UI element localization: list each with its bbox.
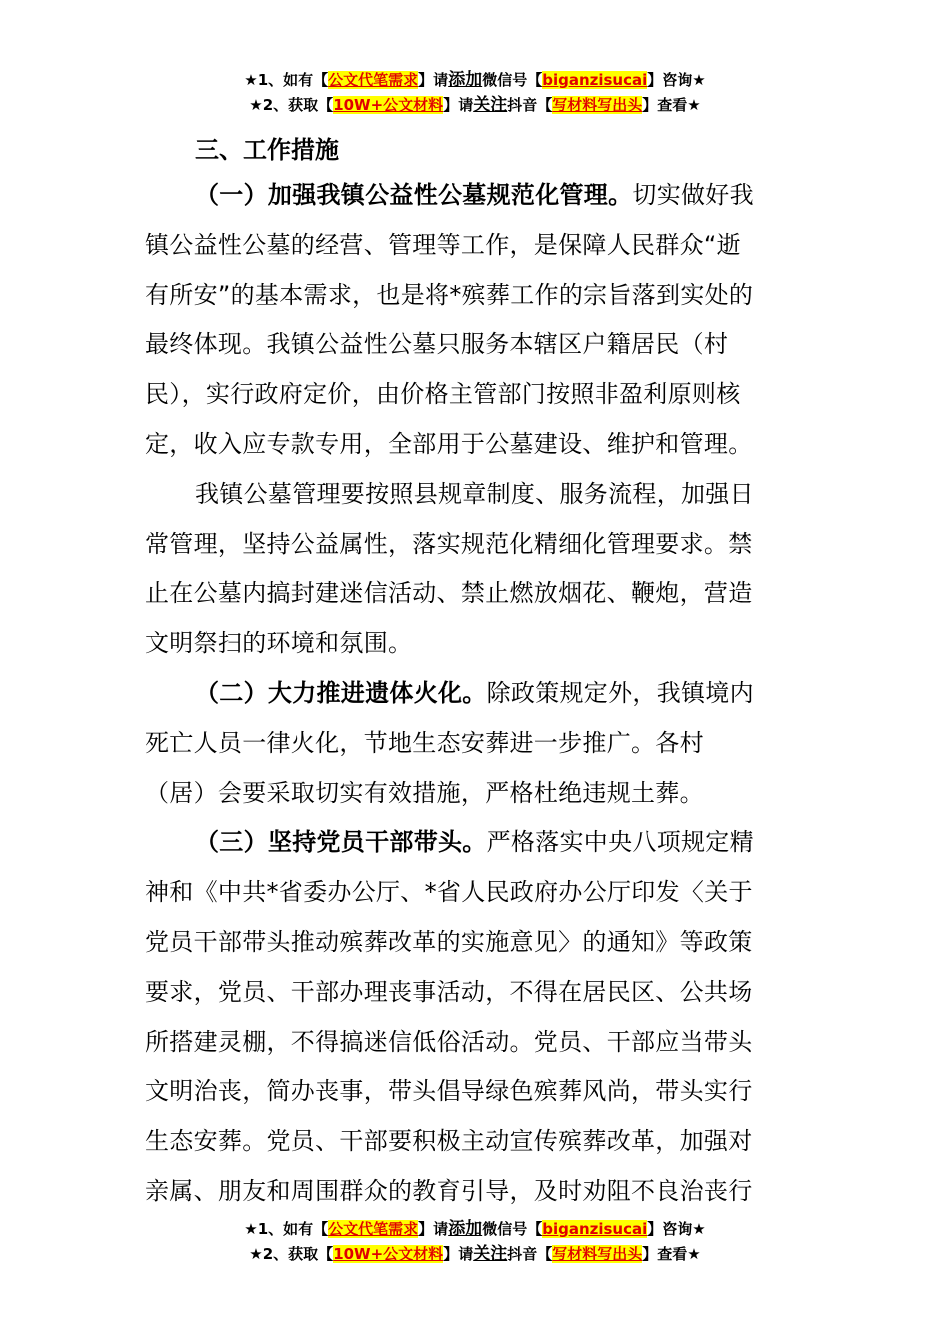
banner-highlight: 公文代笔需求 [328,1220,419,1238]
paragraph-text: 止在公墓内搞封建迷信活动、禁止燃放烟花、鞭炮，营造 [145,579,753,608]
text-line [145,977,753,1007]
text-line [145,578,753,608]
text-line [145,628,412,658]
promo-banner-top-2 [0,93,950,117]
promo-banner-top-1 [0,68,950,92]
text-line [195,827,754,857]
paragraph-text: 民），实行政府定价，由价格主管部门按照非盈利原则核 [145,380,741,409]
banner-text: 】请 [418,71,449,89]
banner-text: 】查看★ [642,1245,701,1263]
paragraph-text: 严格落实中央八项规定精 [486,828,754,857]
text-line [145,429,753,459]
text-line [195,479,754,509]
banner-highlight: 10W+公文材料 [333,96,444,114]
promo-banner-bottom-2 [0,1242,950,1266]
text-line [145,1126,753,1156]
paragraph-text: 切实做好我 [632,181,754,209]
paragraph-text: 除政策规定外，我镇境内 [486,679,754,707]
banner-text: 】请 [418,1220,449,1238]
banner-emphasis: 关注 [473,95,508,115]
text-line [195,678,754,708]
paragraph-text: 我镇公墓管理要按照县规章制度、服务流程，加强日 [195,479,754,508]
banner-text: ★1、如有【 [244,71,329,89]
paragraph-text: 党员干部带头推动殡葬改革的实施意见〉的通知》等政策 [145,928,753,956]
text-line [145,329,728,359]
banner-text: 抖音【 [507,1245,553,1263]
banner-text: 微信号【 [482,1220,543,1238]
paragraph-text: 亲属、朋友和周围群众的教育引导，及时劝阻不良治丧行 [145,1177,753,1205]
banner-text: 】咨询★ [647,1220,706,1238]
banner-douyin-id: 写材料写出头 [552,96,643,114]
banner-text: 】请 [443,96,474,114]
text-line [145,280,753,310]
paragraph-text: （居）会要采取切实有效措施，严格杜绝违规土葬。 [145,778,704,807]
banner-text: ★1、如有【 [244,1220,329,1238]
banner-text: 抖音【 [507,96,553,114]
text-line [145,230,741,260]
section-heading: 三、工作措施 [195,136,339,164]
paragraph-text: 死亡人员一律火化，节地生态安葬进一步推广。各村 [145,728,704,757]
banner-emphasis: 添加 [448,70,483,90]
banner-text: 】咨询★ [647,71,706,89]
promo-banner-bottom-1 [0,1217,950,1241]
banner-emphasis: 关注 [473,1244,508,1264]
paragraph-text: 文明治丧，简办丧事，带头倡导绿色殡葬风尚，带头实行 [145,1077,753,1106]
text-line [145,379,741,409]
text-line [145,877,753,907]
subheading: （三）坚持党员干部带头。 [195,828,487,857]
banner-text: 】请 [443,1245,474,1263]
banner-text: 微信号【 [482,71,543,89]
subheading: （二）大力推进遗体火化。 [195,679,487,707]
paragraph-text: 文明祭扫的环境和氛围。 [145,629,413,658]
banner-highlight: 10W+公文材料 [333,1245,444,1263]
paragraph-text: 最终体现。我镇公益性公墓只服务本辖区户籍居民（村 [145,330,729,359]
banner-emphasis: 添加 [448,1219,483,1239]
text-line [195,180,754,210]
text-line [145,529,753,559]
banner-highlight: 公文代笔需求 [328,71,419,89]
text-line [145,778,704,808]
banner-text: 】查看★ [642,96,701,114]
subheading: （一）加强我镇公益性公墓规范化管理。 [195,181,633,209]
text-line [145,927,753,957]
text-line [145,1076,753,1106]
text-line [145,728,704,758]
paragraph-text: 常管理，坚持公益属性，落实规范化精细化管理要求。禁 [145,529,753,558]
banner-wechat-id: biganzisucai [542,71,648,89]
banner-text: ★2、获取【 [249,96,334,114]
paragraph-text: 镇公益性公墓的经营、管理等工作，是保障人民群众“逝 [145,230,741,259]
paragraph-text: 有所安”的基本需求，也是将*殡葬工作的宗旨落到实处的 [145,280,754,309]
banner-text: ★2、获取【 [249,1245,334,1263]
paragraph-text: 所搭建灵棚，不得搞迷信低俗活动。党员、干部应当带头 [145,1027,753,1056]
banner-wechat-id: biganzisucai [542,1220,648,1238]
paragraph-text: 生态安葬。党员、干部要积极主动宣传殡葬改革，加强对 [145,1127,753,1156]
text-line [145,1176,753,1206]
banner-douyin-id: 写材料写出头 [552,1245,643,1263]
paragraph-text: 要求，党员、干部办理丧事活动，不得在居民区、公共场 [145,977,753,1006]
text-line [145,1027,753,1057]
paragraph-text: 神和《中共*省委办公厅、*省人民政府办公厅印发〈关于 [145,878,753,907]
paragraph-text: 定，收入应专款专用，全部用于公墓建设、维护和管理。 [145,430,753,458]
